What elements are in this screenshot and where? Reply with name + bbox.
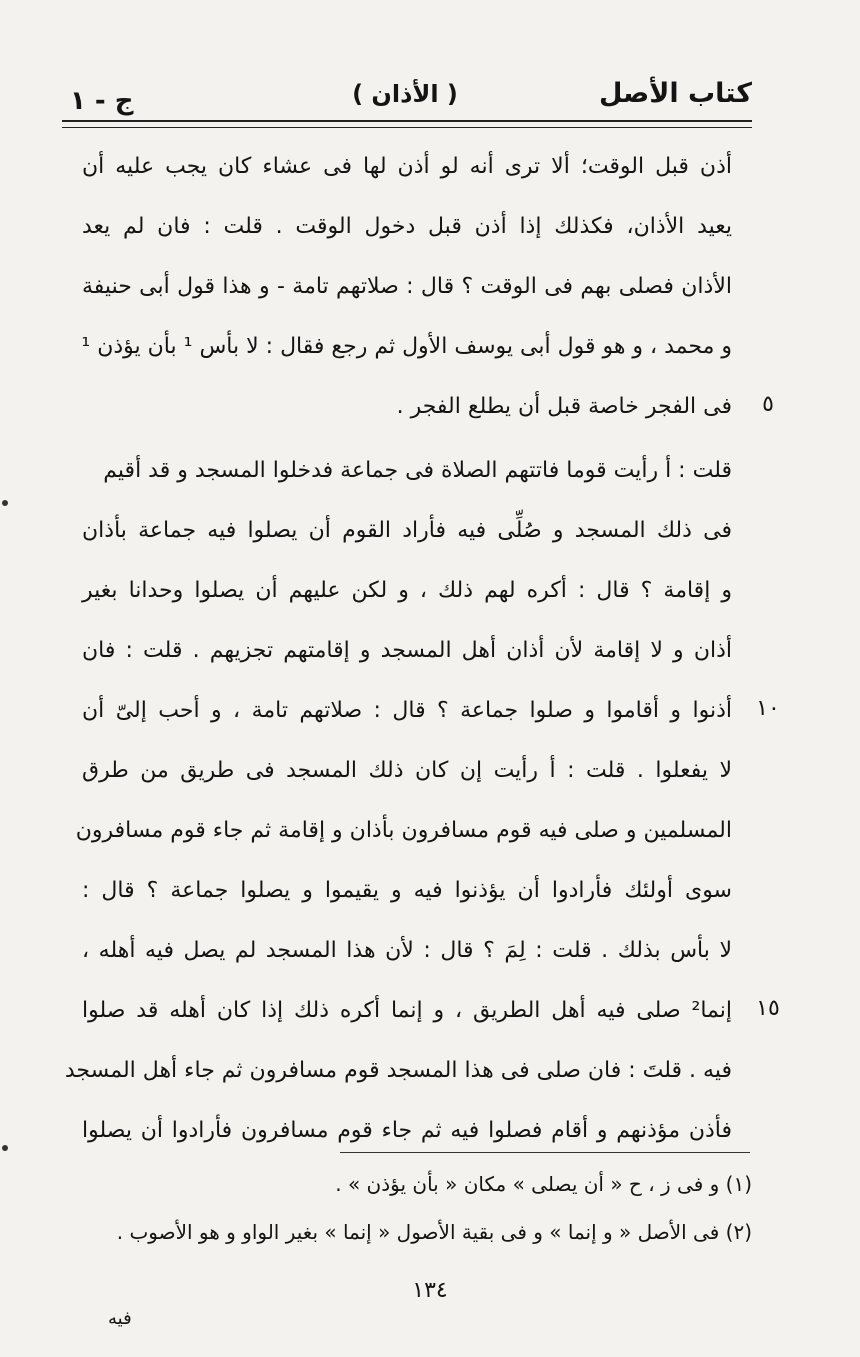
body-line: إنما² صلى فيه أهل الطريق ، و إنما أكره ذلك إذا كان أهله قد صلوا [82,998,732,1023]
chapter-title: ( الأذان ) [352,80,458,108]
header-rule-thin [62,127,752,128]
body-line: المسلمين و صلى فيه قوم مسافرون بأذان و إقامة ثم جاء قوم مسافرون [75,818,732,843]
book-title: كتاب الأصل [599,78,752,109]
body-line: أذن قبل الوقت؛ ألا ترى أنه لو أذن لها فى عشاء كان يجب عليه أن [82,154,732,179]
body-line: فأذن مؤذنهم و أقام فصلوا فيه ثم جاء قوم مسافرون فأرادوا أن يصلوا [82,1118,732,1143]
body-line: و إقامة ؟ قال : أكره لهم ذلك ، و لكن عليهم أن يصلوا وحدانا بغير [82,578,732,603]
scan-mark [2,1145,8,1151]
scan-mark [2,500,8,506]
body-line: و محمد ، و هو قول أبى يوسف الأول ثم رجع فقال : لا بأس ¹ بأن يؤذن ¹ [81,334,732,359]
body-line: فيه . قلتَ : فان صلى فى هذا المسجد قوم مسافرون ثم جاء أهل المسجد [64,1058,732,1083]
body-line: فى ذلك المسجد و صُلِّى فيه فأراد القوم أن يصلوا فيه جماعة بأذان [82,518,732,543]
volume-number: ج - ١ [70,86,134,116]
footnote: (٢) فى الأصل « و إنما » و فى بقية الأصول « إنما » بغير الواو و هو الأصوب . [116,1220,752,1244]
body-line: أذنوا و أقاموا و صلوا جماعة ؟ قال : صلاتهم تامة ، و أحب إلىّ أن [82,698,732,723]
line-number: ١٥ [756,996,780,1021]
catchword: فيه [108,1308,132,1329]
body-line: يعيد الأذان، فكذلك إذا أذن قبل دخول الوقت . قلت : فان لم يعد [82,214,732,239]
body-line: الأذان فصلى بهم فى الوقت ؟ قال : صلاتهم تامة - و هذا قول أبى حنيفة [82,274,732,299]
body-line: لا بأس بذلك . قلت : لِمَ ؟ قال : لأن هذا المسجد لم يصل فيه أهله ، [82,938,732,963]
footnote-rule [340,1152,750,1153]
body-line: أذان و لا إقامة لأن أذان أهل المسجد و إقامتهم تجزيهم . قلت : فان [82,638,732,663]
page-number: ١٣٤ [412,1278,448,1303]
header-rule [62,120,752,122]
body-line: قلت : أ رأيت قوما فاتتهم الصلاة فى جماعة فدخلوا المسجد و قد أقيم [103,458,732,483]
footnote: (١) و فى ز ، ح « أن يصلى » مكان « بأن يؤذن » . [335,1172,752,1196]
body-line: سوى أولئك فأرادوا أن يؤذنوا فيه و يقيموا و يصلوا جماعة ؟ قال : [82,878,732,903]
body-line: لا يفعلوا . قلت : أ رأيت إن كان ذلك المسجد فى طريق من طرق [82,758,732,783]
line-number: ٥ [762,392,774,417]
body-line: فى الفجر خاصة قبل أن يطلع الفجر . [396,394,732,419]
running-header [60,70,760,120]
line-number: ١٠ [756,696,780,721]
